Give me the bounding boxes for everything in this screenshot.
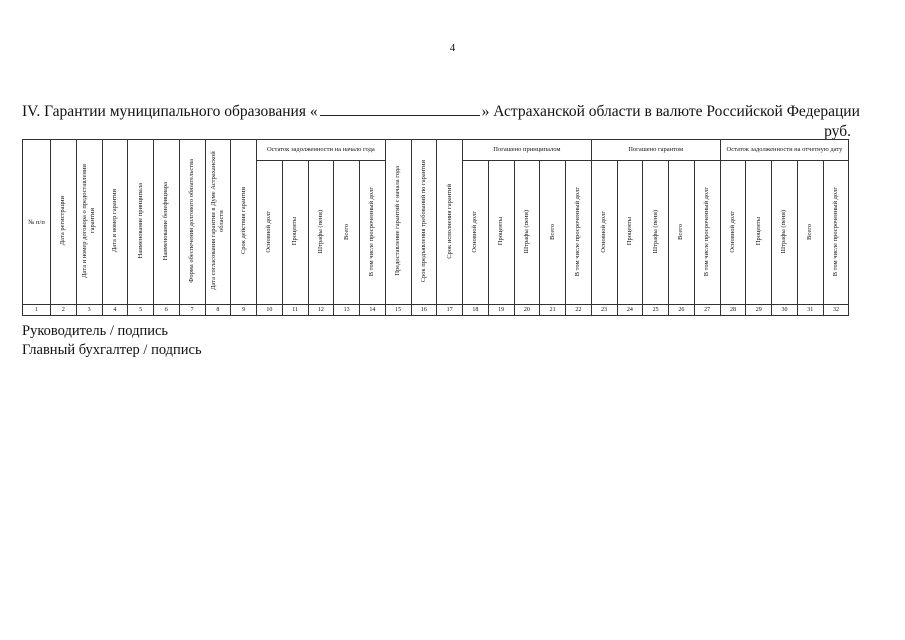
column-header-label: В том числе просроченный долг [703, 186, 711, 277]
column-number: 4 [102, 305, 128, 316]
column-header-label: Проценты [625, 217, 633, 246]
column-number: 1 [23, 305, 51, 316]
column-header-label: Штрафы (пени) [780, 209, 788, 254]
column-header-label: В том числе просроченный долг [368, 186, 376, 277]
column-header [591, 161, 617, 305]
column-header [643, 161, 669, 305]
column-header [411, 140, 437, 305]
column-number: 9 [231, 305, 257, 316]
column-header [360, 161, 386, 305]
column-header-label: Всего [806, 223, 814, 240]
column-header [694, 161, 720, 305]
column-header-label: Срок предъявления требований по гарантии [419, 159, 427, 283]
column-header [102, 140, 128, 305]
column-header-label: Всего [548, 223, 556, 240]
column-number: 3 [76, 305, 102, 316]
column-header [76, 140, 102, 305]
column-number: 18 [463, 305, 489, 316]
column-header-label: В том числе просроченный долг [574, 186, 582, 277]
column-header-label: Штрафы (пени) [316, 209, 324, 254]
column-header-label: В том числе просроченный долг [831, 186, 839, 277]
guarantees-table [22, 139, 849, 316]
column-number: 32 [823, 305, 849, 316]
column-header-label: Основной долг [471, 210, 479, 253]
column-header-label: Основной долг [728, 210, 736, 253]
column-number: 11 [282, 305, 308, 316]
column-header [231, 140, 257, 305]
column-header [797, 161, 823, 305]
municipality-blank-line [320, 103, 480, 116]
column-header-label: Дата и номер гарантии [110, 189, 118, 253]
column-number: 8 [205, 305, 231, 316]
column-group-header: Остаток задолженности на отчетную дату [720, 140, 849, 161]
column-number: 20 [514, 305, 540, 316]
column-number: 15 [385, 305, 411, 316]
column-header [51, 140, 77, 305]
page-number: 4 [449, 42, 456, 54]
column-header-label: Проценты [291, 217, 299, 246]
column-header [282, 161, 308, 305]
column-header [514, 161, 540, 305]
column-number: 17 [437, 305, 463, 316]
column-header-label: Форма обеспечения долгового обязательства [188, 159, 196, 283]
column-header-label: Срок действия гарантии [239, 187, 247, 255]
column-number: 7 [179, 305, 205, 316]
column-group-header: Остаток задолженности на начало года [257, 140, 386, 161]
column-number: 28 [720, 305, 746, 316]
column-header-label: Всего [677, 223, 685, 240]
column-group-header: Погашено гарантом [591, 140, 720, 161]
column-header [566, 161, 592, 305]
column-group-header: Погашено принципалом [463, 140, 592, 161]
column-header [179, 140, 205, 305]
column-header-label: Наименование бенефициара [162, 181, 170, 261]
column-header [334, 161, 360, 305]
column-number: 24 [617, 305, 643, 316]
column-header [308, 161, 334, 305]
column-number: 2 [51, 305, 77, 316]
column-number: 16 [411, 305, 437, 316]
column-header [488, 161, 514, 305]
column-header-label: Дата согласования гарантии в Думе Астраханской области [209, 151, 225, 291]
column-number: 21 [540, 305, 566, 316]
column-header-label: Срок исполнения гарантий [445, 183, 453, 259]
section-title [22, 103, 862, 121]
column-header-label: Предоставление гарантий с начала года [394, 166, 402, 276]
column-header-label: Дата и номер договора о предоставлении гарантии [81, 164, 97, 278]
column-number: 19 [488, 305, 514, 316]
column-header [772, 161, 798, 305]
column-header-label: Основной долг [265, 210, 273, 253]
column-number: 29 [746, 305, 772, 316]
column-header [154, 140, 180, 305]
column-header-label: Основной долг [600, 210, 608, 253]
column-header [823, 161, 849, 305]
column-header [669, 161, 695, 305]
title-prefix: IV. Гарантии муниципального образования « [22, 103, 318, 120]
column-header [205, 140, 231, 305]
column-header-label: Штрафы (пени) [651, 209, 659, 254]
column-header-label: Штрафы (пени) [522, 209, 530, 254]
column-header-label: Дата регистрации [59, 196, 67, 246]
column-header [257, 161, 283, 305]
column-header-label: Проценты [754, 217, 762, 246]
column-header [720, 161, 746, 305]
column-header [617, 161, 643, 305]
column-number: 14 [360, 305, 386, 316]
signature-head: Руководитель / подпись [22, 323, 169, 339]
column-header [128, 140, 154, 305]
column-header-label: Наименование принципала [136, 183, 144, 259]
title-suffix: » Астраханской области в валюте Российской Федерации [481, 103, 860, 120]
column-header-label: Проценты [497, 217, 505, 246]
column-number: 12 [308, 305, 334, 316]
column-number: 10 [257, 305, 283, 316]
column-number: 13 [334, 305, 360, 316]
column-number: 5 [128, 305, 154, 316]
column-header [463, 161, 489, 305]
column-number: 22 [566, 305, 592, 316]
currency-label: руб. [824, 123, 851, 140]
column-header [385, 140, 411, 305]
column-number: 25 [643, 305, 669, 316]
column-number: 6 [154, 305, 180, 316]
column-header [540, 161, 566, 305]
column-header [23, 140, 51, 305]
column-number: 30 [772, 305, 798, 316]
column-number: 23 [591, 305, 617, 316]
column-number: 31 [797, 305, 823, 316]
signature-accountant: Главный бухгалтер / подпись [22, 342, 202, 358]
column-number: 27 [694, 305, 720, 316]
column-header-label: № п/п [28, 218, 45, 226]
column-number: 26 [669, 305, 695, 316]
column-header-label: Всего [342, 223, 350, 240]
column-header [437, 140, 463, 305]
column-header [746, 161, 772, 305]
